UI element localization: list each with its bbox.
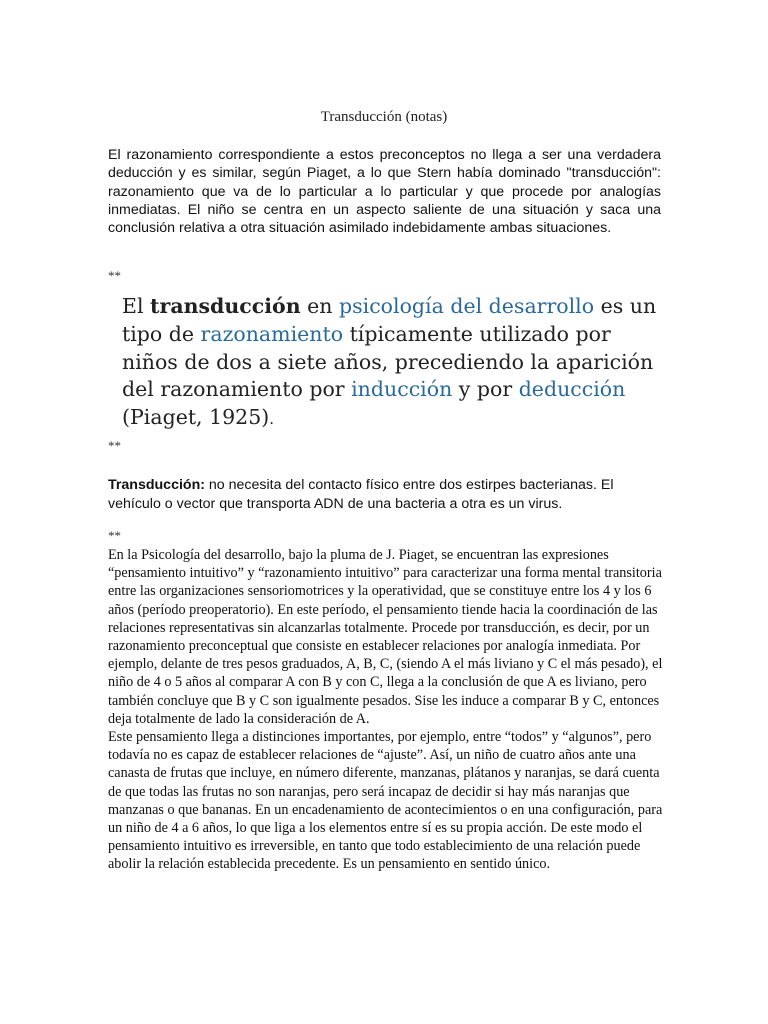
piaget-paragraph	[108, 546, 664, 874]
link-deduccion[interactable]: deducción	[518, 377, 626, 402]
separator: **	[108, 528, 121, 543]
quote-text: típicamente utilizado por niños de dos a siete años, precediendo la aparición del razonamiento por	[122, 321, 654, 402]
quote-text: en	[300, 294, 339, 318]
link-induccion[interactable]: inducción	[351, 377, 453, 402]
quote-text: es un tipo de	[122, 294, 657, 346]
quote-text: (Piaget, 1925)	[122, 405, 270, 430]
paragraph-text: no necesita del contacto físico entre dos estirpes bacterianas. El vehículo o vector que transporta ADN de una bacteria a otra es un virus.	[108, 477, 614, 512]
quote-text: .	[269, 410, 275, 429]
separator: **	[108, 438, 121, 453]
link-razonamiento[interactable]: razonamiento	[200, 321, 344, 346]
intro-paragraph: El razonamiento correspondiente a estos preconceptos no llega a ser una verdadera deducción y es similar, según Piaget, a lo que Stern había dominado "transducción": razonamiento que va de lo particular a lo particular y que procede por analogías inmediatas. El niño se centra en un aspecto saliente de una situación y saca una conclusión relativa a otra situación asimilado indebidamente ambas situaciones.	[108, 147, 661, 237]
separator: **	[108, 268, 121, 283]
quote-text: El	[122, 294, 151, 318]
term-label: Transducción:	[108, 477, 205, 493]
page-title: Transducción (notas)	[320, 109, 448, 125]
paragraph-text: Este pensamiento llega a distinciones importantes, por ejemplo, entre “todos” y “algunos”, pero todavía no es capaz de establecer relaciones de “ajuste”. Así, un niño de cuatro años ante una canasta de frutas que incluye, en número diferente, manzanas, plátanos y naranjas, se dará cuenta de que todas las frutas no son naranjas, pero será incapaz de decidir si hay más naranjas que manzanas o que bananas. En un encadenamiento de acontecimientos o en una configuración, para un niño de 4 a 6 años, lo que liga a los elementos entre sí es su propia acción. De este modo el pensamiento intuitivo es irreversible, en tanto que todo establecimiento de una relación puede abolir la relación establecida precedente. Es un pensamiento en sentido único.	[108, 729, 663, 873]
quote-text: y por	[452, 377, 519, 402]
link-psicologia-desarrollo[interactable]: psicología del desarrollo	[339, 294, 595, 318]
bacteria-paragraph	[108, 476, 648, 513]
quote-term: transducción	[150, 294, 301, 318]
paragraph-text: En la Psicología del desarrollo, bajo la pluma de J. Piaget, se encuentran las expresiones “pensamiento intuitivo” y “razonamiento intuitivo” para caracterizar una forma mental transitoria entre las organizaciones sensoriomotrices y la operatividad, que se constituye entre los 4 y los 6 años (período preoperatorio). En este período, el pensamiento tiende hacia la coordinación de las relaciones representativas sin alcanzarlas totalmente. Procede por transducción, es decir, por un razonamiento preconceptual que consiste en establecer relaciones por analogía inmediata. Por ejemplo, delante de tres pesos graduados, A, B, C, (siendo A el más liviano y C el más pesado), el niño de 4 o 5 años al comparar A con B y con C, llega a la conclusión de que A es liviano, pero también concluye que B y C son igualmente pesados. Sise les induce a comparar B y C, entonces deja totalmente de lado la consideración de A.	[108, 547, 663, 727]
encyclopedia-quote	[122, 293, 662, 434]
